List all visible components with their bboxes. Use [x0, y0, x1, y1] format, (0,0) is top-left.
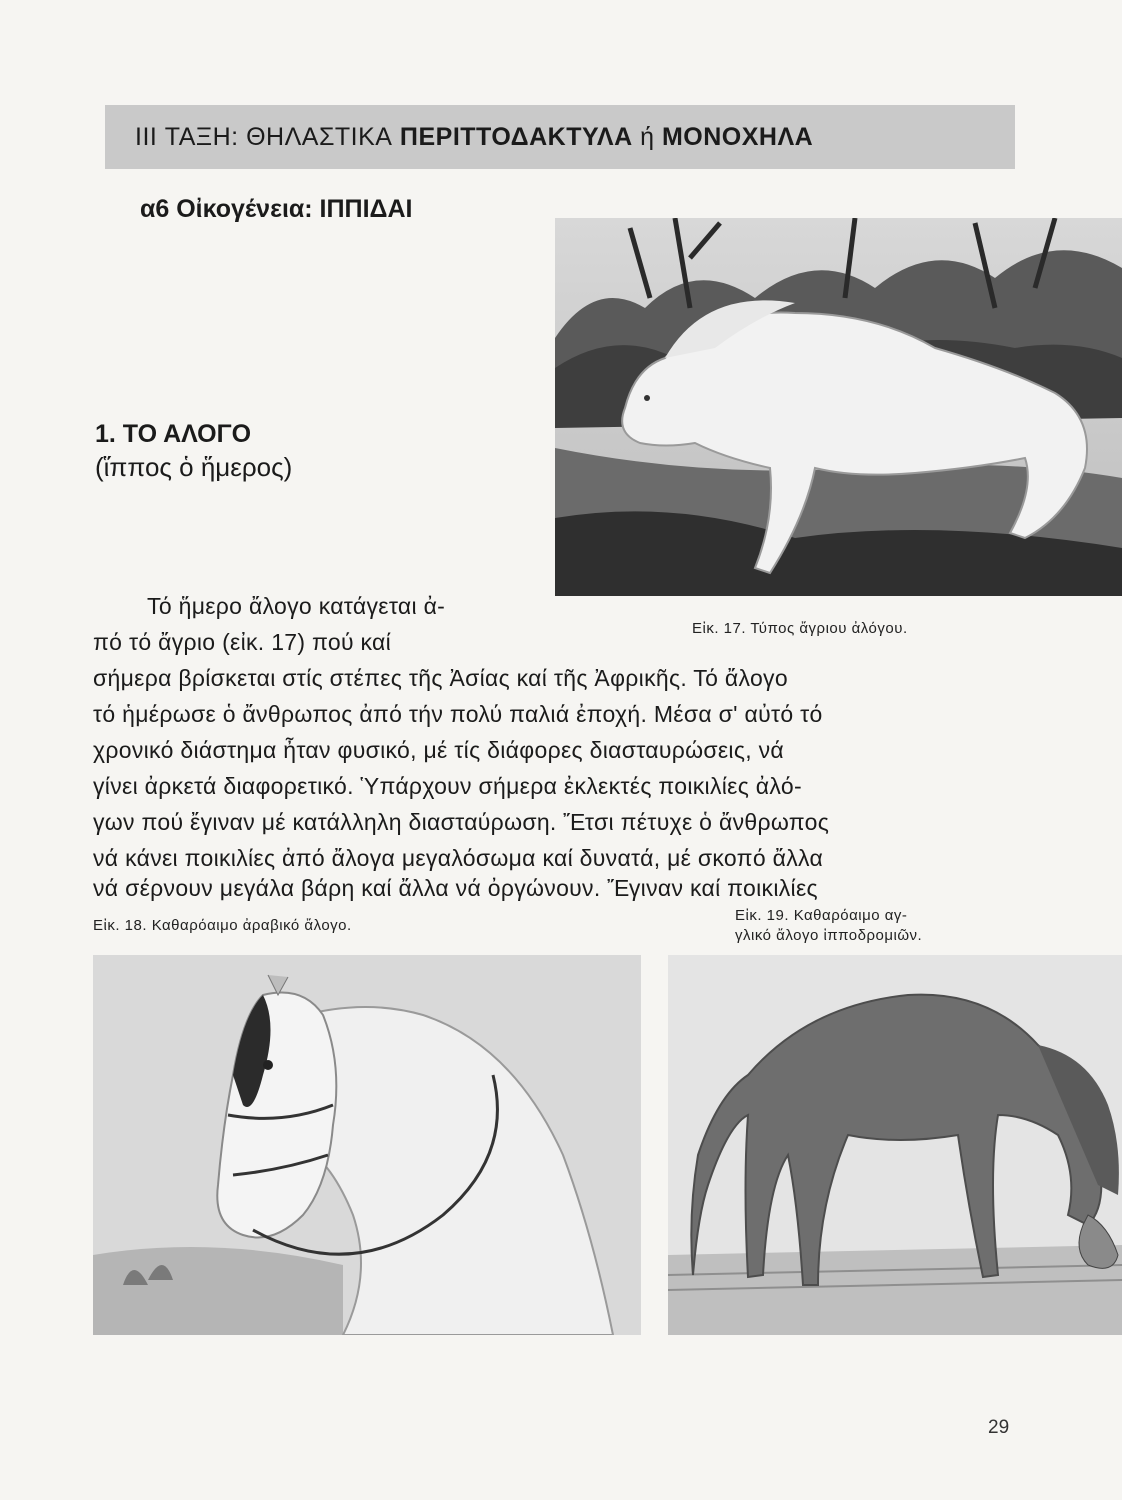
body-line: τό ἡμέρωσε ὁ ἄνθρωπος ἀπό τήν πολύ παλιά ἐποχή. Μέσα σ' αὐτό τό	[93, 701, 823, 727]
body-line: γων πού ἔγιναν μέ κατάλληλη διασταύρωση. Ἔτσι πέτυχε ὁ ἄνθρωπος	[93, 809, 830, 835]
order-prefix: III ΤΑΞΗ: ΘΗΛΑΣΤΙΚΑ	[135, 122, 393, 151]
fig19-caption-line1: Εἰκ. 19. Καθαρόαιμο αγ-	[735, 907, 908, 924]
body-line: σήμερα βρίσκεται στίς στέπες τῆς Ἀσίας καί τῆς Ἀφρικῆς. Τό ἄλογο	[93, 665, 788, 691]
page-number: 29	[988, 1417, 1010, 1438]
family-title: α6 Οἰκογένεια: ΙΠΠΙΔΑΙ	[140, 195, 413, 223]
fig17-caption: Εἰκ. 17. Τύπος ἄγριου ἀλόγου.	[692, 620, 908, 637]
arabian-horse-photo	[93, 955, 641, 1335]
order-name-bold-2: ΜΟΝΟΧΗΛΑ	[661, 122, 814, 151]
fig18-caption: Εἰκ. 18. Καθαρόαιμο ἀραβικό ἄλογο.	[93, 917, 352, 934]
body-line: νά σέρνουν μεγάλα βάρη καί ἄλλα νά ὀργώνουν. Ἔγιναν καί ποικιλίες	[93, 875, 818, 901]
section-subtitle: (ἵππος ὁ ἥμερος)	[95, 452, 293, 482]
body-line: γίνει ἀρκετά διαφορετικό. Ὑπάρχουν σήμερα ἐκλεκτές ποικιλίες ἀλό-	[93, 773, 802, 799]
body-line: νά κάνει ποικιλίες ἀπό ἄλογα μεγαλόσωμα καί δυνατά, μέ σκοπό ἄλλα	[93, 845, 824, 871]
thoroughbred-horse-photo	[668, 955, 1122, 1335]
body-line: Τό ἥμερο ἄλογο κατάγεται ἀ-	[147, 593, 446, 619]
fig19-caption-line2: γλικό ἄλογο ἱπποδρομιῶν.	[735, 927, 923, 944]
section-title: 1. ΤΟ ΑΛΟΓΟ	[95, 420, 252, 448]
body-line: χρονικό διάστημα ἦταν φυσικό, μέ τίς διάφορες διασταυρώσεις, νά	[93, 737, 784, 763]
body-line: πό τό ἄγριο (εἰκ. 17) πού καί	[93, 629, 392, 655]
order-conjunction: ή	[640, 122, 655, 151]
order-banner	[105, 105, 1015, 169]
wild-horse-photo	[555, 218, 1122, 596]
order-name-bold: ΠΕΡΙΤΤΟΔΑΚΤΥΛΑ	[399, 122, 633, 151]
